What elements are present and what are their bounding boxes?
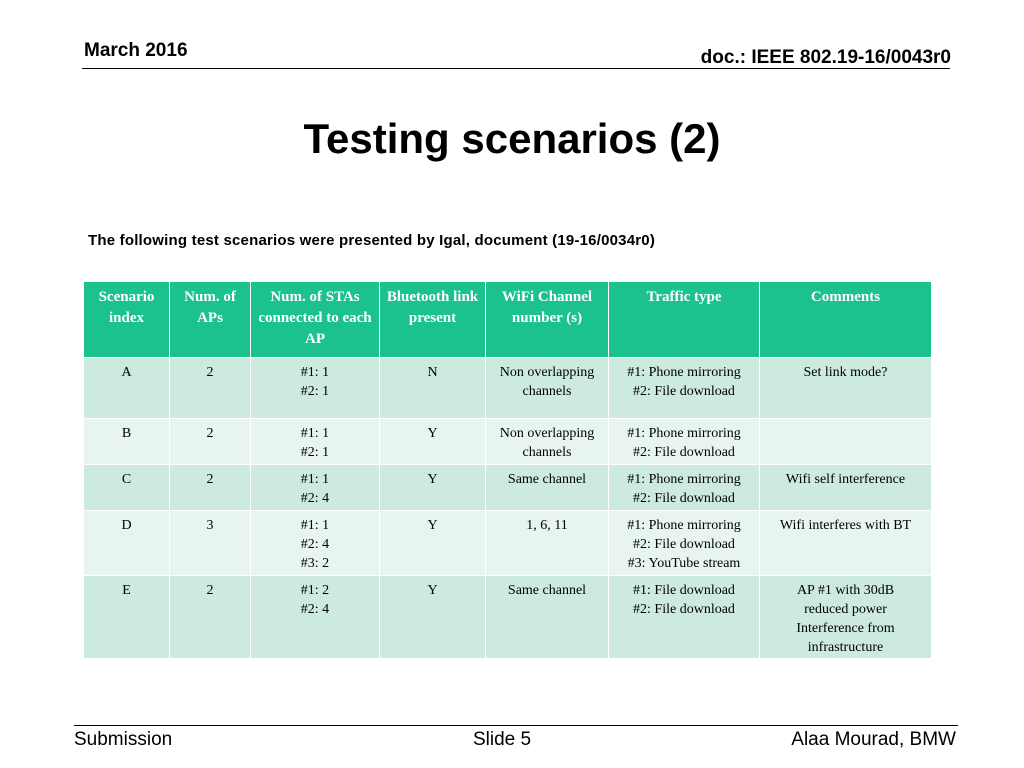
comments-cell-line: Wifi interferes with BT bbox=[779, 518, 912, 533]
traffic-type-cell bbox=[609, 511, 760, 576]
num-stas-cell-line: #1: 1 bbox=[300, 472, 330, 487]
wifi-channel-cell-line: channels bbox=[522, 445, 572, 460]
traffic-type-cell-line: #1: File download bbox=[633, 583, 735, 598]
comments-cell-line: Interference from bbox=[796, 621, 895, 636]
wifi-channel-cell bbox=[486, 358, 609, 419]
num-stas-cell-line: #1: 1 bbox=[300, 426, 330, 441]
comments-cell-line: Wifi self interference bbox=[785, 472, 906, 487]
num-stas-cell bbox=[251, 419, 380, 465]
wifi-channel-cell-line: Same channel bbox=[507, 472, 587, 487]
wifi-channel-cell-line: Non overlapping bbox=[499, 426, 595, 441]
traffic-type-cell-line: #2: File download bbox=[633, 491, 735, 506]
num-stas-cell-line: #1: 2 bbox=[300, 583, 330, 598]
scenario-cell: A bbox=[84, 358, 170, 419]
comments-cell-line: infrastructure bbox=[807, 640, 884, 655]
slide-title: Testing scenarios (2) bbox=[303, 115, 721, 162]
num-aps-cell: 2 bbox=[170, 358, 251, 419]
column-header: Traffic type bbox=[609, 282, 760, 358]
bluetooth-cell: Y bbox=[380, 576, 486, 659]
traffic-type-cell bbox=[609, 465, 760, 511]
num-stas-cell-line: #2: 4 bbox=[300, 491, 330, 506]
num-aps-cell: 2 bbox=[170, 465, 251, 511]
num-stas-cell-line: #2: 1 bbox=[300, 445, 330, 460]
traffic-type-cell-line: #3: YouTube stream bbox=[627, 556, 741, 571]
traffic-type-cell-line: #2: File download bbox=[633, 602, 735, 617]
traffic-type-cell bbox=[609, 419, 760, 465]
wifi-channel-cell bbox=[486, 511, 609, 576]
footer-submission: Submission bbox=[74, 729, 173, 750]
scenario-cell: E bbox=[84, 576, 170, 659]
scenarios-table bbox=[83, 281, 932, 659]
traffic-type-cell-line: #2: File download bbox=[633, 537, 735, 552]
num-stas-cell bbox=[251, 465, 380, 511]
traffic-type-cell bbox=[609, 576, 760, 659]
column-header: Comments bbox=[760, 282, 932, 358]
num-aps-cell: 3 bbox=[170, 511, 251, 576]
num-stas-cell-line: #1: 1 bbox=[300, 518, 330, 533]
column-header: WiFi Channel number (s) bbox=[486, 282, 609, 358]
table-row bbox=[84, 465, 932, 511]
column-header: Bluetooth link present bbox=[380, 282, 486, 358]
traffic-type-cell-line: #1: Phone mirroring bbox=[627, 472, 741, 487]
wifi-channel-cell-line: channels bbox=[522, 384, 572, 399]
slide-subtitle: The following test scenarios were presented by Igal, document (19-16/0034r0) bbox=[88, 232, 656, 249]
table-row bbox=[84, 419, 932, 465]
bluetooth-cell: Y bbox=[380, 465, 486, 511]
traffic-type-cell-line: #1: Phone mirroring bbox=[627, 518, 741, 533]
table-body bbox=[84, 358, 932, 659]
traffic-type-cell-line: #2: File download bbox=[633, 445, 735, 460]
num-stas-cell-line: #2: 4 bbox=[300, 537, 330, 552]
footer-slide-number: Slide 5 bbox=[473, 729, 532, 750]
bluetooth-cell: Y bbox=[380, 511, 486, 576]
num-aps-cell: 2 bbox=[170, 419, 251, 465]
comments-cell bbox=[760, 358, 932, 419]
num-stas-cell bbox=[251, 358, 380, 419]
comments-cell-line: AP #1 with 30dB bbox=[796, 583, 895, 598]
table-row bbox=[84, 358, 932, 419]
scenario-cell: C bbox=[84, 465, 170, 511]
footer-author: Alaa Mourad, BMW bbox=[791, 729, 956, 750]
header-doc-id: doc.: IEEE 802.19-16/0043r0 bbox=[700, 47, 951, 68]
num-stas-cell-line: #1: 1 bbox=[300, 365, 330, 380]
comments-cell-line: reduced power bbox=[804, 602, 887, 617]
table-header-row bbox=[84, 282, 932, 358]
num-aps-cell: 2 bbox=[170, 576, 251, 659]
column-header: Num. of APs bbox=[170, 282, 251, 358]
scenario-cell: B bbox=[84, 419, 170, 465]
num-stas-cell-line: #3: 2 bbox=[300, 556, 330, 571]
num-stas-cell bbox=[251, 576, 380, 659]
num-stas-cell bbox=[251, 511, 380, 576]
traffic-type-cell-line: #1: Phone mirroring bbox=[627, 365, 741, 380]
footer-divider bbox=[74, 725, 958, 726]
traffic-type-cell-line: #2: File download bbox=[633, 384, 735, 399]
scenario-cell: D bbox=[84, 511, 170, 576]
column-header: Scenario index bbox=[84, 282, 170, 358]
table-row bbox=[84, 576, 932, 659]
bluetooth-cell: Y bbox=[380, 419, 486, 465]
header-date: March 2016 bbox=[84, 40, 188, 61]
table-row bbox=[84, 511, 932, 576]
wifi-channel-cell bbox=[486, 419, 609, 465]
bluetooth-cell: N bbox=[380, 358, 486, 419]
wifi-channel-cell-line: Non overlapping bbox=[499, 365, 595, 380]
comments-cell-line: Set link mode? bbox=[803, 365, 888, 380]
wifi-channel-cell-line: Same channel bbox=[507, 583, 587, 598]
header-divider bbox=[82, 68, 950, 69]
traffic-type-cell-line: #1: Phone mirroring bbox=[627, 426, 741, 441]
column-header: Num. of STAs connected to each AP bbox=[251, 282, 380, 358]
comments-cell bbox=[760, 576, 932, 659]
wifi-channel-cell bbox=[486, 576, 609, 659]
traffic-type-cell bbox=[609, 358, 760, 419]
num-stas-cell-line: #2: 1 bbox=[300, 384, 330, 399]
num-stas-cell-line: #2: 4 bbox=[300, 602, 330, 617]
wifi-channel-cell-line: 1, 6, 11 bbox=[526, 518, 568, 533]
comments-cell bbox=[760, 511, 932, 576]
comments-cell bbox=[760, 465, 932, 511]
comments-cell bbox=[760, 419, 932, 465]
wifi-channel-cell bbox=[486, 465, 609, 511]
